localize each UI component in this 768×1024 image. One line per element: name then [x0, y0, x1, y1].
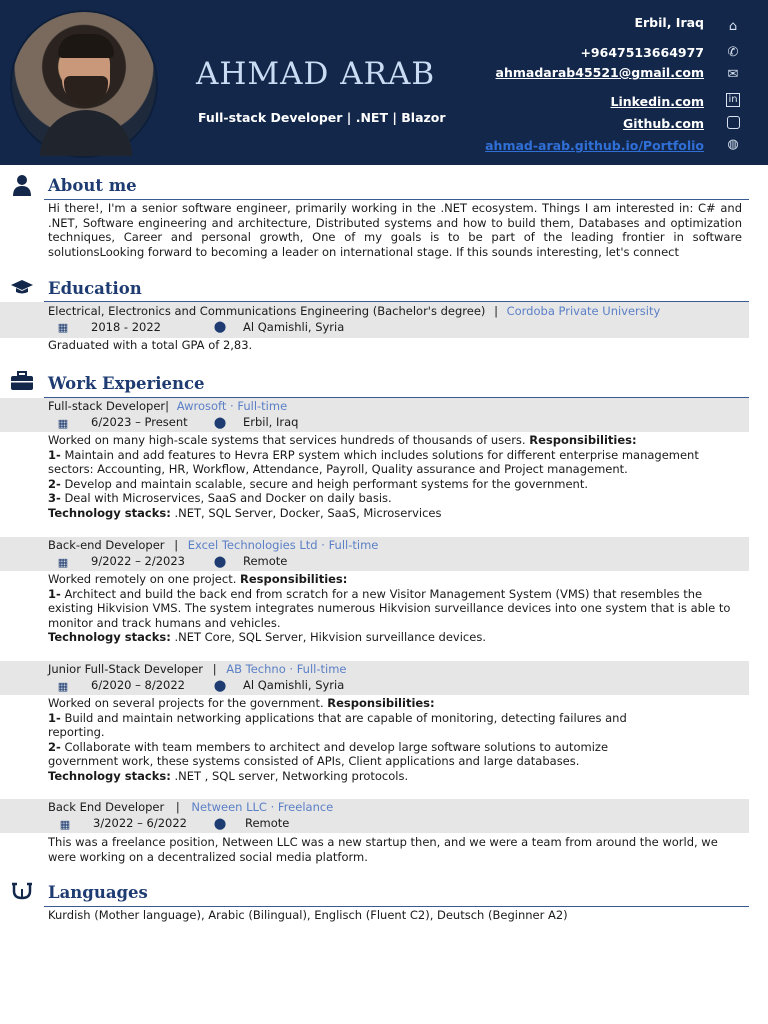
tech-stack: .NET, SQL Server, Docker, SaaS, Microservices [174, 505, 442, 520]
calendar-icon: ▦ [57, 556, 69, 569]
responsibility-item: Build and maintain networking applications that are capable of monitoring, detecting failures and reporting. [48, 710, 627, 739]
responsibility-item: Maintain and add features to Hevra ERP system which includes solutions for different enterprise management sectors: Accounting, HR, Workflow, Attendance, Payroll, Quality assurance and Project management. [48, 447, 699, 476]
item-number: 1- [48, 586, 61, 601]
location-pin-icon: ⬤ [213, 555, 227, 568]
job-dates: 3/2022 – 6/2022 [93, 816, 187, 830]
calendar-icon: ▦ [59, 818, 71, 831]
phone-icon: ✆ [727, 45, 739, 60]
profile-photo [10, 10, 158, 158]
linkedin-link[interactable]: Linkedin.com [610, 94, 704, 109]
header [0, 0, 768, 165]
briefcase-icon [8, 371, 36, 395]
job-dates: 6/2023 – Present [91, 415, 188, 429]
job-title-line [48, 662, 347, 676]
job-role: Junior Full-Stack Developer [48, 662, 204, 676]
languages-title: Languages [48, 883, 148, 902]
item-number: 2- [48, 739, 61, 754]
job-description [48, 696, 628, 783]
language-icon [8, 881, 36, 905]
phone-text: +9647513664977 [580, 45, 704, 60]
job-description [48, 572, 742, 645]
item-number: 3- [48, 491, 61, 505]
job-intro: Worked remotely on one project. [48, 572, 237, 586]
separator: | [174, 538, 179, 552]
responsibility-item: Develop and maintain scalable, secure and heigh performant systems for the government. [64, 476, 589, 491]
candidate-name: AHMAD ARAB [196, 56, 436, 92]
education-note: Graduated with a total GPA of 2,83. [48, 338, 253, 352]
separator: | [175, 800, 180, 814]
item-number: 1- [48, 710, 61, 725]
location-text: Erbil, Iraq [634, 15, 704, 30]
about-title: About me [48, 176, 137, 195]
separator: | [494, 304, 498, 318]
location-pin-icon: ⬤ [213, 416, 227, 429]
responsibilities-label: Responsibilities: [240, 572, 348, 586]
education-location: Al Qamishli, Syria [243, 320, 345, 334]
location-pin-icon: ⬤ [213, 320, 227, 333]
job-role: Back-end Developer [48, 538, 165, 552]
job-location: Erbil, Iraq [243, 415, 299, 429]
separator: | [212, 662, 217, 676]
job-title-line [48, 399, 287, 413]
tech-label: Technology stacks: [48, 505, 171, 520]
job-intro: Worked on several projects for the government. [48, 696, 324, 710]
job-company: AB Techno · Full-time [226, 662, 347, 676]
education-dates: 2018 - 2022 [91, 320, 161, 334]
tech-label: Technology stacks: [48, 768, 171, 783]
languages-text: Kurdish (Mother language), Arabic (Bilingual), Englisch (Fluent C2), Deutsch (Beginner A2) [48, 908, 568, 922]
section-divider [44, 906, 749, 907]
responsibility-item: Collaborate with team members to architect and develop large software solutions to automize government work, these systems consisted of APIs, Client applications and large databases. [48, 739, 609, 768]
graduation-cap-icon [8, 277, 36, 301]
tech-stack: .NET Core, SQL Server, Hikvision surveillance devices. [174, 630, 486, 644]
person-icon [8, 174, 36, 198]
calendar-icon: ▦ [57, 321, 69, 334]
school: Cordoba Private University [506, 304, 661, 318]
job-description: This was a freelance position, Netween LLC was a new startup then, and we were a team from around the world, we were working on a decentralized social media platform. [48, 835, 718, 864]
home-icon: ⌂ [728, 19, 738, 34]
job-role: Full-stack Developer| [48, 399, 170, 413]
job-location: Remote [243, 554, 288, 568]
education-degree-line [48, 304, 660, 318]
mail-icon: ✉ [727, 67, 739, 82]
job-role: Back End Developer [48, 800, 165, 814]
tagline: Full-stack Developer | .NET | Blazor [198, 110, 446, 125]
job-dates: 9/2022 – 2/2023 [91, 554, 185, 568]
degree: Electrical, Electronics and Communications Engineering (Bachelor's degree) [48, 304, 486, 318]
job-company: Awrosoft · Full-time [176, 399, 288, 413]
job-title-line [48, 800, 333, 814]
email-link[interactable]: ahmadarab45521@gmail.com [495, 65, 704, 80]
about-text: Hi there!, I'm a senior software engineer, primarily working in the .NET ecosystem. Things I am interested in: C# and .NET, Software engineering and architecture, Distributed systems and how to build them, Databases and optimization techniques, Career and personal growth, One of my goals is to be part of the leading frontier in software solutionsLooking forward to becoming a leader on international stage. If this sounds interesting, let's connect [48, 201, 742, 259]
job-location: Remote [245, 816, 290, 830]
calendar-icon: ▦ [57, 680, 69, 693]
tech-label: Technology stacks: [48, 630, 171, 644]
responsibilities-label: Responsibilities: [327, 696, 435, 710]
location-pin-icon: ⬤ [213, 817, 227, 830]
job-company: Netween LLC · Freelance [191, 800, 334, 814]
github-icon [727, 116, 740, 129]
job-company: Excel Technologies Ltd · Full-time [187, 538, 379, 552]
item-number: 2- [48, 476, 61, 491]
location-pin-icon: ⬤ [213, 679, 227, 692]
education-title: Education [48, 279, 142, 298]
responsibilities-label: Responsibilities: [529, 433, 637, 447]
tech-stack: .NET , SQL server, Networking protocols. [174, 768, 409, 783]
job-location: Al Qamishli, Syria [243, 678, 345, 692]
job-title-line [48, 538, 378, 552]
job-description [48, 433, 742, 520]
calendar-icon: ▦ [57, 417, 69, 430]
item-number: 1- [48, 447, 61, 462]
work-title: Work Experience [48, 374, 205, 393]
job-dates: 6/2020 – 8/2022 [91, 678, 185, 692]
github-link[interactable]: Github.com [622, 116, 704, 131]
responsibility-item: Architect and build the back end from scratch for a new Visitor Management System (VMS) that resembles the existing Hikvision VMS. The system integrates numerous Hikvision surveillance devices into one system that is able to monitor and track humans and vehicles. [48, 586, 731, 630]
responsibility-item: Deal with Microservices, SaaS and Docker on daily basis. [64, 491, 392, 505]
job-intro: Worked on many high-scale systems that services hundreds of thousands of users. [48, 433, 526, 447]
portfolio-link[interactable]: ahmad-arab.github.io/Portfolio [485, 138, 704, 153]
globe-icon: ◍ [727, 137, 739, 152]
linkedin-icon: in [726, 93, 740, 107]
section-divider [44, 199, 749, 200]
